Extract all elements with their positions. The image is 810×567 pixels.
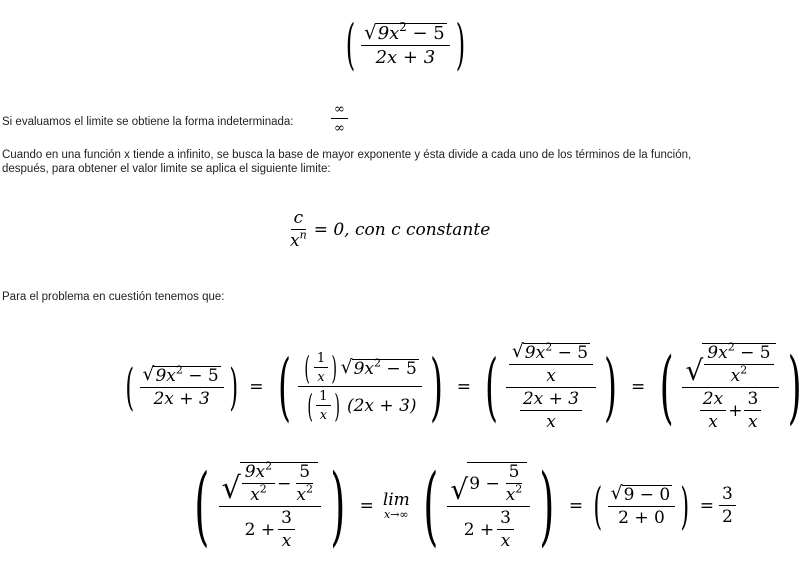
x: x bbox=[730, 366, 741, 386]
paren-r: ) bbox=[330, 456, 346, 556]
radical-sign: √ bbox=[221, 471, 241, 506]
x: x bbox=[296, 485, 306, 505]
x: x bbox=[250, 485, 260, 505]
x: x bbox=[546, 366, 556, 386]
exp: 2 bbox=[545, 340, 553, 354]
lim-label: lim bbox=[382, 490, 410, 510]
two-x: 2x bbox=[702, 389, 724, 409]
nine-minus: 9 − bbox=[469, 473, 500, 494]
exp: 2 bbox=[259, 482, 267, 496]
radical-sign: √ bbox=[610, 483, 623, 505]
minus-five: − 5 bbox=[182, 366, 219, 386]
paren-l: ( bbox=[304, 349, 311, 387]
rule-c: c bbox=[293, 208, 304, 228]
exp: 2 bbox=[373, 355, 381, 369]
top-expression bbox=[340, 13, 471, 76]
five: 5 bbox=[296, 464, 313, 484]
infinity-den: ∞ bbox=[334, 121, 345, 136]
paren-r: ) bbox=[604, 344, 618, 430]
exp: 2 bbox=[265, 459, 273, 473]
minus: − bbox=[277, 473, 292, 494]
x: x bbox=[319, 408, 328, 423]
minus-five: − 5 bbox=[406, 22, 445, 44]
limit-rule bbox=[287, 210, 490, 250]
x: x bbox=[546, 412, 556, 432]
prose-line-1: Si evaluamos el limite se obtiene la forma indeterminada: bbox=[2, 116, 294, 128]
x: x bbox=[500, 531, 511, 551]
equals: = bbox=[699, 495, 715, 516]
result-num: 3 bbox=[719, 486, 736, 506]
equals: = bbox=[359, 495, 374, 516]
lim-sub: x→∞ bbox=[384, 508, 409, 521]
paren-r: ) bbox=[429, 344, 443, 430]
exponent: 2 bbox=[399, 19, 407, 34]
radicand: 9x bbox=[353, 358, 374, 379]
radical-sign: √ bbox=[685, 354, 704, 387]
equation-row-2 bbox=[185, 456, 736, 556]
rule-n: n bbox=[299, 228, 307, 242]
radical-sign: √ bbox=[142, 364, 155, 386]
minus-five: − 5 bbox=[552, 343, 589, 363]
paren-l: ( bbox=[659, 340, 674, 433]
rule-rhs: = 0, con c constante bbox=[313, 219, 491, 240]
equals: = bbox=[249, 376, 264, 397]
paren-r: ) bbox=[539, 456, 555, 556]
rule-x: x bbox=[290, 231, 300, 251]
infinity-num: ∞ bbox=[331, 103, 348, 119]
paren-r: ) bbox=[680, 477, 690, 535]
two-plus: 2 + bbox=[244, 519, 276, 540]
nine-minus-zero: 9 − 0 bbox=[623, 485, 671, 505]
denominator: 2x + 3 bbox=[375, 47, 436, 69]
paren-l: ( bbox=[194, 456, 210, 556]
paren-r: ) bbox=[229, 358, 238, 416]
den: 2x + 3 bbox=[153, 389, 210, 409]
equals: = bbox=[630, 376, 646, 397]
radical-sign: √ bbox=[340, 356, 353, 378]
five: 5 bbox=[506, 464, 523, 484]
paren-r: ) bbox=[331, 349, 338, 387]
paren-l: ( bbox=[277, 344, 291, 430]
den: 2x + 3 bbox=[522, 389, 580, 409]
radicand: 9x bbox=[377, 22, 400, 44]
radicand: 9x bbox=[244, 462, 266, 482]
x: x bbox=[317, 370, 325, 385]
paren-l: ( bbox=[125, 358, 135, 416]
den-expr: (2x + 3) bbox=[346, 395, 417, 416]
prose-line-2: Cuando en una función x tiende a infinito, se busca la base de mayor exponente y ésta divide a cada uno de los términos de la función, bbox=[2, 149, 692, 161]
paren-r: ) bbox=[333, 387, 340, 425]
radical-sign: √ bbox=[511, 341, 524, 363]
x: x bbox=[281, 531, 292, 551]
radicand: 9x bbox=[155, 366, 176, 386]
exp: 2 bbox=[727, 340, 735, 354]
one: 1 bbox=[316, 390, 330, 406]
paren-r: ) bbox=[787, 340, 802, 433]
radicand: 9x bbox=[707, 343, 728, 363]
radicand: 9x bbox=[524, 343, 546, 363]
x: x bbox=[708, 412, 718, 432]
prose-line-4: Para el problema en cuestión tenemos que: bbox=[2, 291, 225, 303]
equals: = bbox=[568, 495, 584, 516]
paren-left: ( bbox=[345, 13, 356, 76]
x: x bbox=[505, 485, 516, 505]
paren-l: ( bbox=[484, 344, 498, 430]
exp: 2 bbox=[175, 363, 183, 377]
exp: 2 bbox=[515, 482, 523, 496]
two-plus-zero: 2 + 0 bbox=[618, 508, 665, 528]
paren-l: ( bbox=[423, 456, 439, 556]
equals: = bbox=[456, 376, 471, 397]
result-den: 2 bbox=[722, 507, 733, 527]
paren-l: ( bbox=[307, 387, 313, 425]
radical-sign: √ bbox=[450, 473, 469, 506]
exp: 2 bbox=[305, 482, 313, 496]
infinity-fraction bbox=[331, 103, 348, 135]
plus: + bbox=[728, 400, 743, 421]
three: 3 bbox=[278, 510, 295, 530]
x: x bbox=[748, 412, 758, 432]
paren-right: ) bbox=[455, 13, 466, 76]
prose-line-3: después, para obtener el valor limite se aplica el siguiente limite: bbox=[2, 163, 331, 175]
three: 3 bbox=[497, 510, 514, 530]
exp: 2 bbox=[740, 363, 748, 377]
equation-row-1 bbox=[120, 340, 810, 433]
paren-l: ( bbox=[593, 477, 603, 535]
three: 3 bbox=[744, 391, 761, 411]
two-plus: 2 + bbox=[463, 519, 495, 540]
radical-sign: √ bbox=[364, 21, 377, 45]
minus-five: − 5 bbox=[734, 343, 771, 363]
one: 1 bbox=[314, 352, 328, 368]
minus-five: − 5 bbox=[381, 358, 417, 379]
